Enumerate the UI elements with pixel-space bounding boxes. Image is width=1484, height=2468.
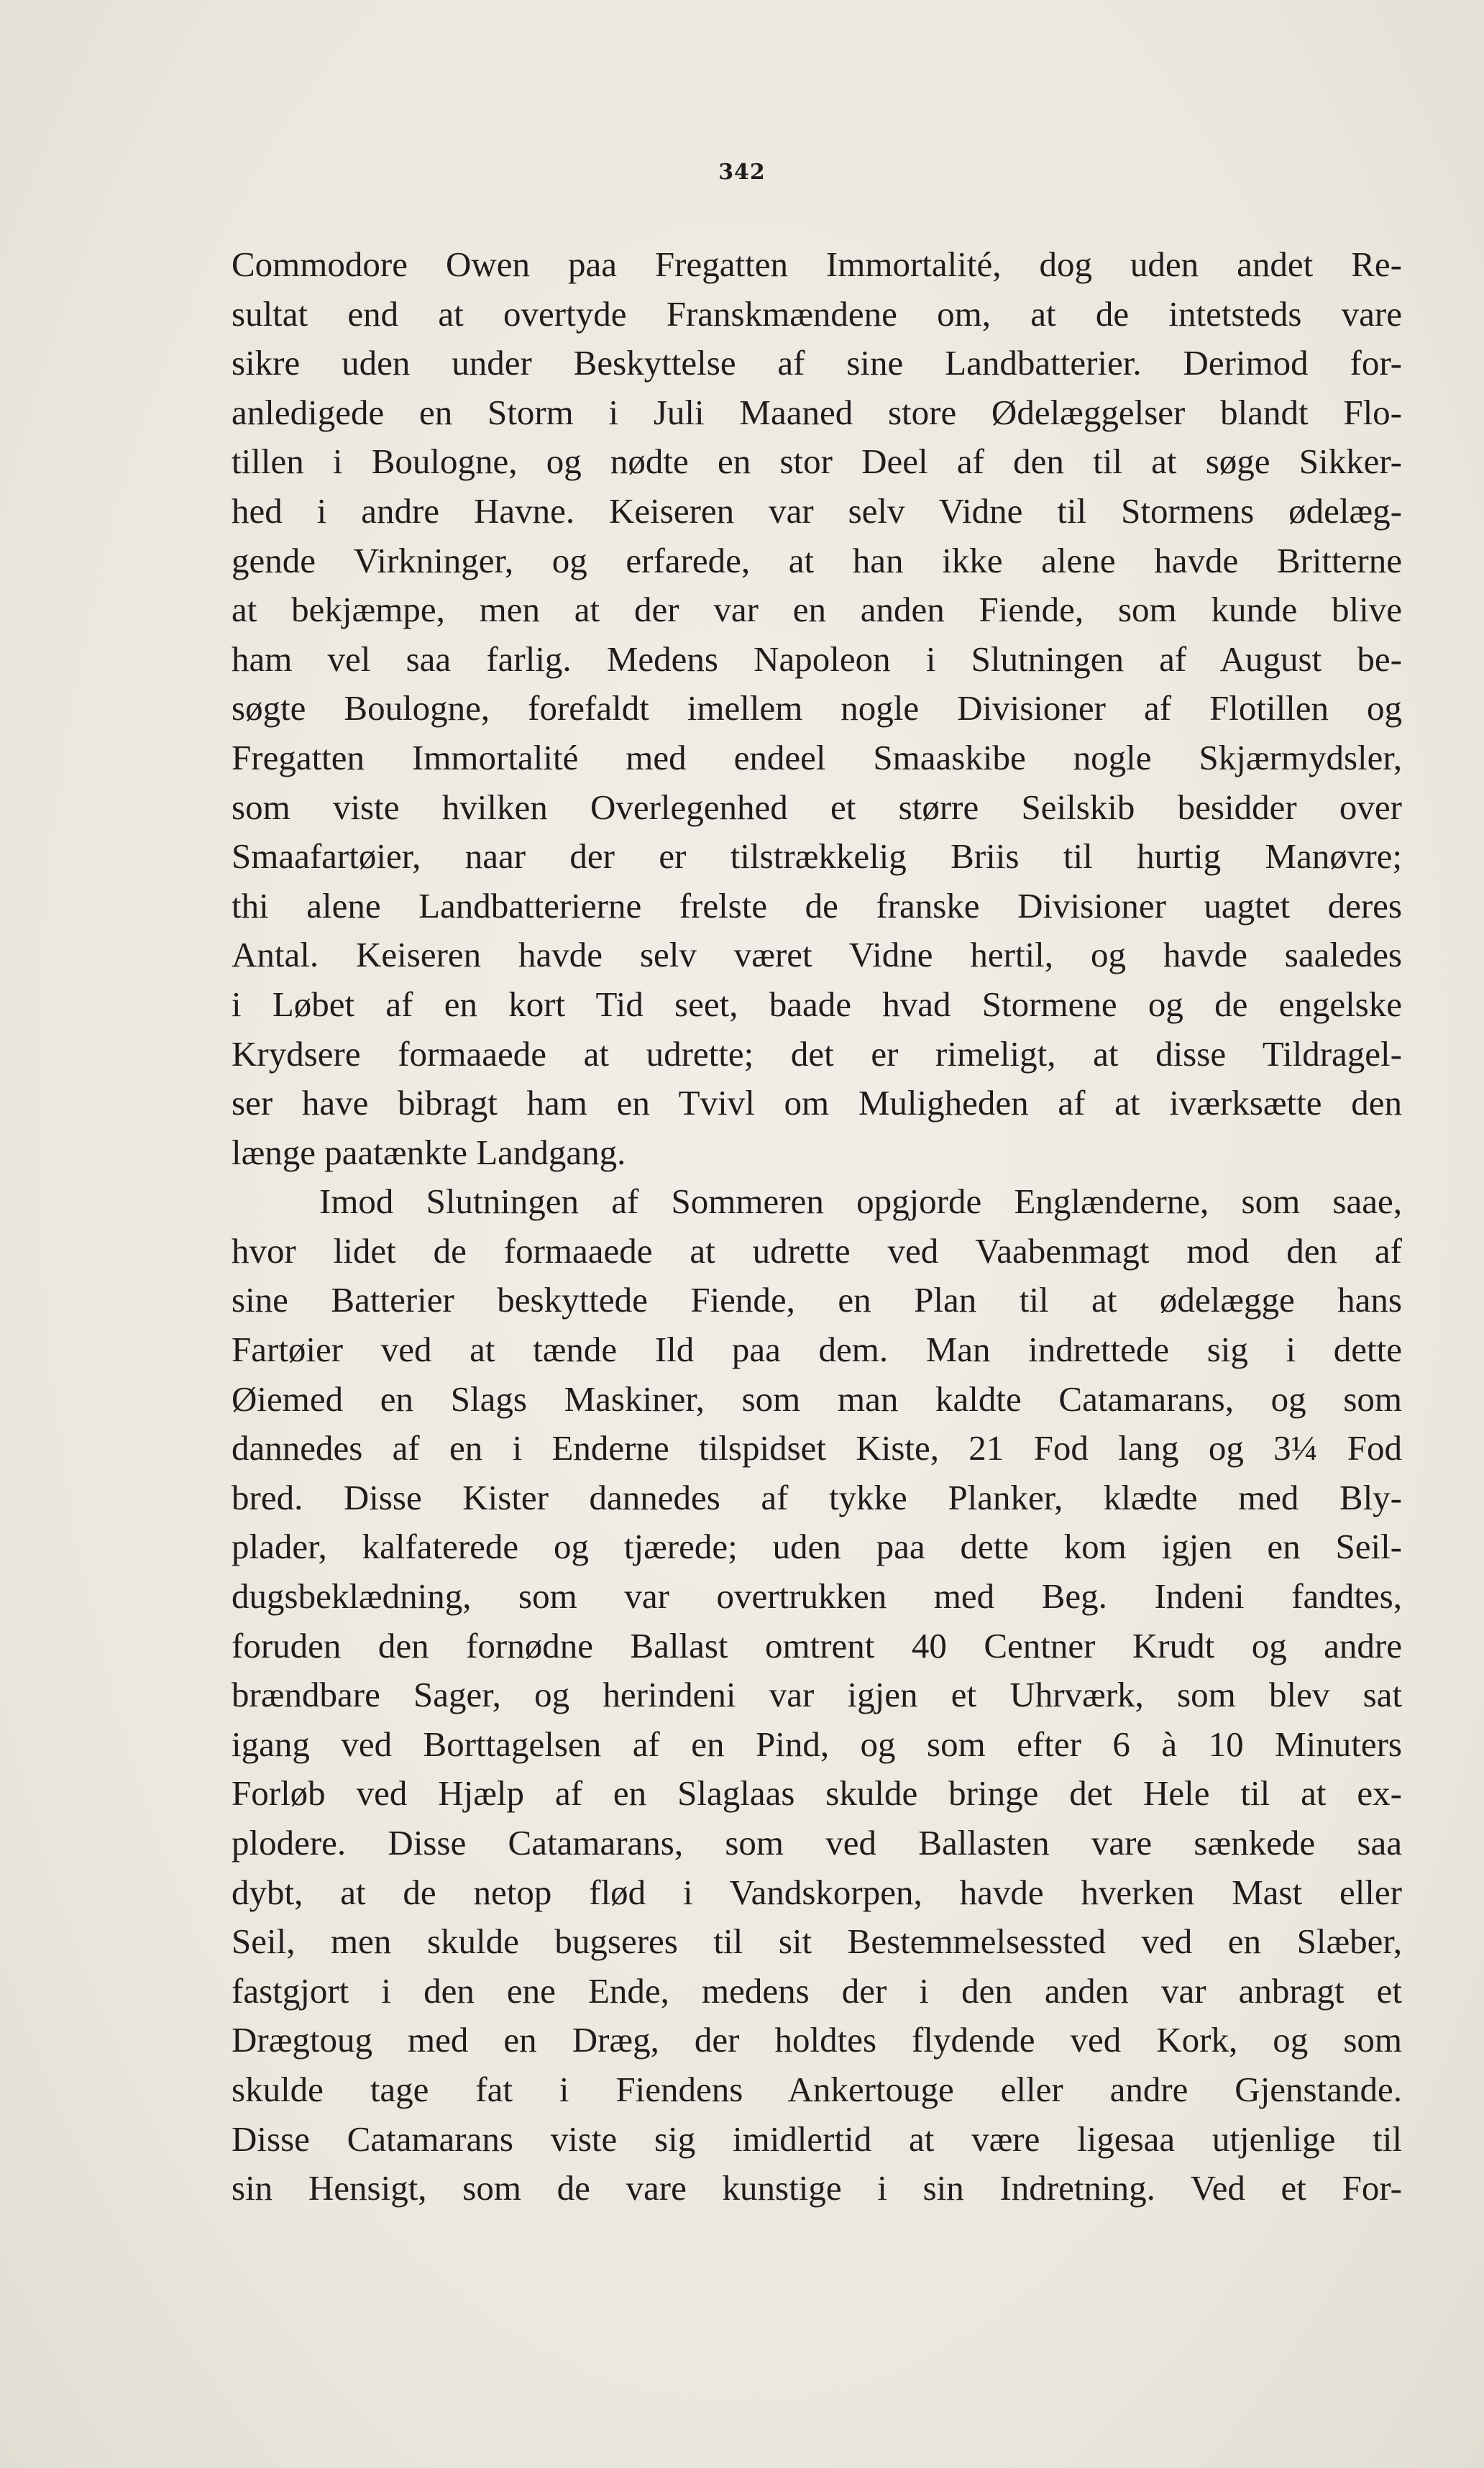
text-line: igang ved Borttagelsen af en Pind, og som efter 6 à 10 Minuters [232,1724,1402,1764]
text-line: søgte Boulogne, forefaldt imellem nogle Divisioner af Flotillen og [232,688,1402,728]
text-line: anledigede en Storm i Juli Maaned store Ødelæggelser blandt Flo- [232,392,1402,432]
text-line: ser have bibragt ham en Tvivl om Muligheden af at iværksætte den [232,1083,1402,1123]
text-line: plodere. Disse Catamarans, som ved Ballasten vare sænkede saa [232,1823,1402,1863]
text-line: dannedes af en i Enderne tilspidset Kiste, 21 Fod lang og 3¼ Fod [232,1428,1402,1468]
text-line: Antal. Keiseren havde selv været Vidne hertil, og havde saaledes [232,935,1402,975]
text-line: ham vel saa farlig. Medens Napoleon i Slutningen af August be- [232,639,1402,679]
text-line: Krydsere formaaede at udrette; det er rimeligt, at disse Tildragel- [232,1033,1402,1074]
text-line: sultat end at overtyde Franskmændene om, at de intetsteds vare [232,293,1402,334]
text-line: sin Hensigt, som de vare kunstige i sin Indretning. Ved et For- [232,2168,1402,2208]
text-line: som viste hvilken Overlegenhed et større Seilskib besidder over [232,787,1402,827]
text-line: fastgjort i den ene Ende, medens der i den anden var anbragt et [232,1970,1402,2011]
text-line: Øiemed en Slags Maskiner, som man kaldte Catamarans, og som [232,1379,1402,1419]
body-text [232,240,1402,2213]
text-line: Fregatten Immortalité med endeel Smaaskibe nogle Skjærmydsler, [232,737,1402,777]
text-line: sikre uden under Beskyttelse af sine Landbatterier. Derimod for- [232,343,1402,383]
text-line: hed i andre Havne. Keiseren var selv Vidne til Stormens ødelæg- [232,490,1402,531]
text-line: tillen i Boulogne, og nødte en stor Deel af den til at søge Sikker- [232,442,1402,482]
page-number: 342 [718,160,766,185]
text-line: brændbare Sager, og herindeni var igjen et Uhrværk, som blev sat [232,1675,1402,1715]
text-line: Smaafartøier, naar der er tilstrækkelig Briis til hurtig Manøvre; [232,836,1402,877]
text-line: at bekjæmpe, men at der var en anden Fiende, som kunde blive [232,590,1402,630]
text-line: plader, kalfaterede og tjærede; uden paa dette kom igjen en Seil- [232,1527,1402,1567]
text-line: Seil, men skulde bugseres til sit Bestemmelsessted ved en Slæber, [232,1921,1402,1962]
text-line: i Løbet af en kort Tid seet, baade hvad Stormene og de engelske [232,984,1402,1024]
text-line: Fartøier ved at tænde Ild paa dem. Man indrettede sig i dette [232,1330,1402,1370]
text-line: sine Batterier beskyttede Fiende, en Plan til at ødelægge hans [232,1280,1402,1320]
text-line: dugsbeklædning, som var overtrukken med Beg. Indeni fandtes, [232,1576,1402,1617]
text-line: gende Virkninger, og erfarede, at han ikke alene havde Britterne [232,540,1402,580]
text-line: bred. Disse Kister dannedes af tykke Planker, klædte med Bly- [232,1477,1402,1517]
text-line: skulde tage fat i Fiendens Ankertouge eller andre Gjenstande. [232,2069,1402,2109]
text-line: foruden den fornødne Ballast omtrent 40 Centner Krudt og andre [232,1625,1402,1665]
text-line: Disse Catamarans viste sig imidlertid at være ligesaa utjenlige til [232,2119,1402,2159]
text-line: Imod Slutningen af Sommeren opgjorde Englænderne, som saae, [319,1182,1402,1222]
text-line: hvor lidet de formaaede at udrette ved Vaabenmagt mod den af [232,1230,1402,1271]
text-line: længe paatænkte Landgang. [232,1132,626,1172]
text-line: dybt, at de netop flød i Vandskorpen, havde hverken Mast eller [232,1872,1402,1912]
text-line: Commodore Owen paa Fregatten Immortalité, dog uden andet Re- [232,244,1402,284]
text-line: thi alene Landbatterierne frelste de franske Divisioner uagtet deres [232,885,1402,926]
text-line: Forløb ved Hjælp af en Slaglaas skulde bringe det Hele til at ex- [232,1773,1402,1814]
text-line: Drægtoug med en Dræg, der holdtes flydende ved Kork, og som [232,2020,1402,2060]
